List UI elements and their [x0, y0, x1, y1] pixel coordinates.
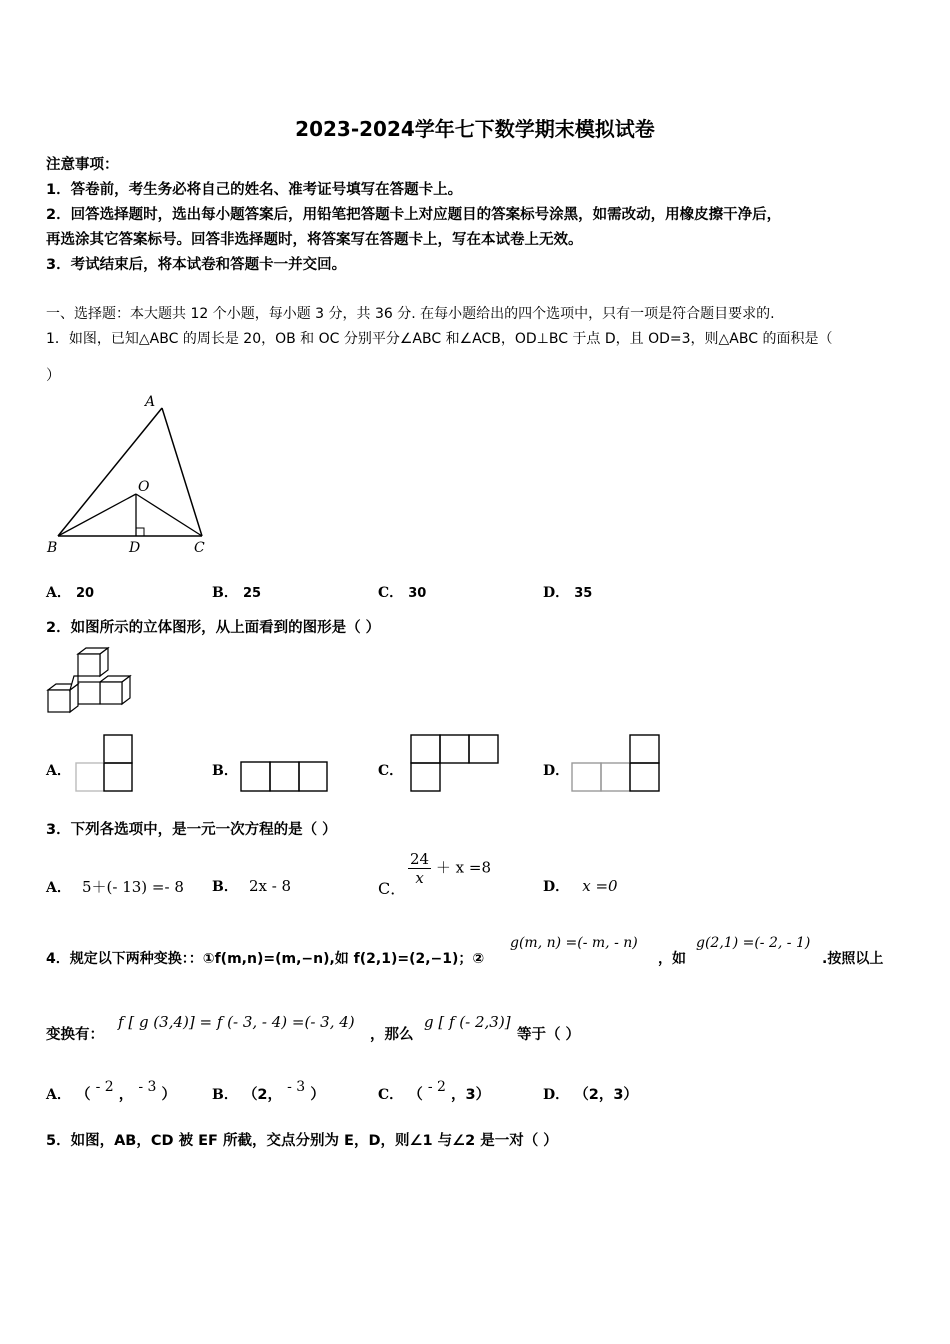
q4-option-b-close: ）	[310, 1087, 325, 1103]
q2-option-d-figure[interactable]	[571, 734, 663, 794]
right-angle-mark	[136, 528, 144, 536]
q1-option-a-letter: A．	[46, 585, 71, 601]
q1-option-d[interactable]	[543, 582, 592, 602]
q4-line2-b: ，那么	[370, 1027, 414, 1043]
q4-line2-c: 等于（ ）	[517, 1027, 581, 1043]
q4-stem-a: 4．规定以下两种变换：：①f(m,n)=(m,−n),如 f(2,1)=(2,−1)；②	[46, 951, 485, 967]
q2-option-d-letter[interactable]: D．	[543, 763, 570, 779]
q1-option-a[interactable]	[46, 582, 94, 602]
q3-option-d-expression: x =0	[582, 877, 618, 895]
q3-option-b[interactable]	[212, 876, 291, 896]
q4-option-a-letter: A．	[46, 1087, 71, 1103]
q2-option-a-figure[interactable]	[74, 734, 136, 794]
q1-option-d-value: 35	[574, 586, 593, 601]
q4-comma-ru: ，如	[658, 951, 686, 967]
q4-g-example: g(2,1) =(‑ 2, ‑ 1)	[696, 935, 811, 951]
q1-option-c-letter: C．	[378, 585, 404, 601]
q3-option-a[interactable]	[46, 876, 184, 897]
q4-option-d[interactable]	[543, 1083, 638, 1104]
q2-option-b-figure[interactable]	[240, 761, 330, 793]
notice-heading: 注意事项：	[46, 157, 119, 173]
q2-option-a-letter[interactable]: A．	[46, 763, 71, 779]
q1-option-b-value: 25	[242, 586, 262, 601]
q3-option-b-letter: B．	[212, 879, 238, 895]
notice-item-2b: 再选涂其它答案标号。回答非选择题时，将答案写在答题卡上，写在本试卷上无效。	[46, 232, 583, 248]
q4-f-example: f [ g (3,4)] = f (‑ 3, ‑ 4) =(‑ 3, 4)	[118, 1013, 355, 1031]
q4-option-b[interactable]	[212, 1079, 325, 1104]
q4-stem-b: .按照以上	[822, 951, 884, 967]
q4-option-d-value: （2，3）	[574, 1087, 638, 1103]
q1-option-c-value: 30	[408, 586, 427, 601]
q4-option-d-letter: D．	[543, 1087, 570, 1103]
q3-option-c-numerator: 24	[410, 850, 430, 868]
q4-option-a[interactable]	[46, 1079, 177, 1104]
q3-option-b-expression: 2x ‑ 8	[248, 877, 292, 895]
q3-option-d-letter: D．	[543, 879, 570, 895]
q4-option-b-letter: B．	[212, 1087, 238, 1103]
q2-cube-solid-figure	[46, 646, 138, 716]
q4-option-c[interactable]	[378, 1079, 491, 1104]
q1-triangle-figure	[44, 390, 214, 560]
q3-option-a-expression: 5＋(‑ 13) =‑ 8	[81, 878, 184, 896]
label-b: B	[47, 540, 58, 556]
q4-line2-a: 变换有：	[46, 1027, 104, 1043]
q4-option-a-close: ）	[161, 1087, 177, 1103]
q4-g-of-f: g [ f (‑ 2,3)]	[424, 1013, 511, 1031]
segment-oc	[136, 494, 202, 536]
section-heading: 一、选择题：本大题共 12 个小题，每小题 3 分，共 36 分. 在每小题给出的四个选项中，只有一项是符合题目要求的.	[46, 306, 775, 322]
q4-option-b-y: ‑ 3	[287, 1079, 306, 1095]
q3-option-c-rest: ＋ x =8	[435, 858, 491, 877]
q4-option-a-open: （	[75, 1087, 91, 1103]
notice-item-2a: 2．回答选择题时，选出每小题答案后，用铅笔把答题卡上对应题目的答案标号涂黑，如需改动，用橡皮擦干净后，	[46, 207, 782, 223]
q1-option-d-letter: D．	[543, 585, 570, 601]
q2-option-b-letter[interactable]: B．	[212, 763, 238, 779]
q1-option-b[interactable]	[212, 582, 261, 602]
q4-option-a-y: ‑ 3	[138, 1079, 157, 1095]
edge-ac	[162, 408, 202, 536]
q2-stem: 2．如图所示的立体图形，从上面看到的图形是（ ）	[46, 620, 381, 636]
q1-option-b-letter: B．	[212, 585, 238, 601]
q3-stem: 3．下列各选项中，是一元一次方程的是（ ）	[46, 822, 337, 838]
q4-option-a-x: ‑ 2	[95, 1079, 114, 1095]
q1-option-a-value: 20	[75, 586, 95, 601]
q3-option-c-letter[interactable]: C．	[378, 879, 407, 898]
label-o: O	[138, 479, 150, 495]
q4-option-b-open: （2，	[242, 1087, 283, 1103]
q2-option-c-letter[interactable]: C．	[378, 763, 404, 779]
label-d: D	[129, 540, 141, 556]
q3-option-c-denominator: x	[415, 869, 424, 887]
q5-stem: 5．如图，AB，CD 被 EF 所截，交点分别为 E，D，则∠1 与∠2 是一对（ ）	[46, 1133, 558, 1149]
q1-option-c[interactable]	[378, 582, 426, 602]
edge-ba	[58, 408, 162, 536]
q4-option-c-x: ‑ 2	[427, 1079, 446, 1095]
notice-item-3: 3．考试结束后，将本试卷和答题卡一并交回。	[46, 257, 347, 273]
q3-option-c-expression[interactable]	[408, 850, 491, 887]
q4-option-c-letter: C．	[378, 1087, 404, 1103]
notice-item-1: 1．答卷前，考生务必将自己的姓名、准考证号填写在答题卡上。	[46, 182, 463, 198]
label-a: A	[145, 394, 156, 410]
page-title: 2023-2024学年七下数学期末模拟试卷	[295, 117, 655, 141]
segment-bo	[58, 494, 136, 536]
q3-option-d[interactable]	[543, 876, 618, 896]
q1-stem: 1．如图，已知△ABC 的周长是 20，OB 和 OC 分别平分∠ABC 和∠ACB，OD⊥BC 于点 D，且 OD=3，则△ABC 的面积是（	[46, 331, 833, 347]
q4-option-a-sep: ，	[118, 1087, 134, 1103]
q4-option-c-open: （	[408, 1087, 423, 1103]
q4-option-c-close: ，3）	[451, 1087, 491, 1103]
q3-option-a-letter: A．	[46, 880, 71, 896]
label-c: C	[194, 540, 205, 556]
q4-g-definition: g(m, n) =(‑ m, ‑ n)	[510, 935, 638, 951]
q2-option-c-figure[interactable]	[410, 734, 502, 794]
q1-stem-end: ）	[46, 368, 61, 384]
